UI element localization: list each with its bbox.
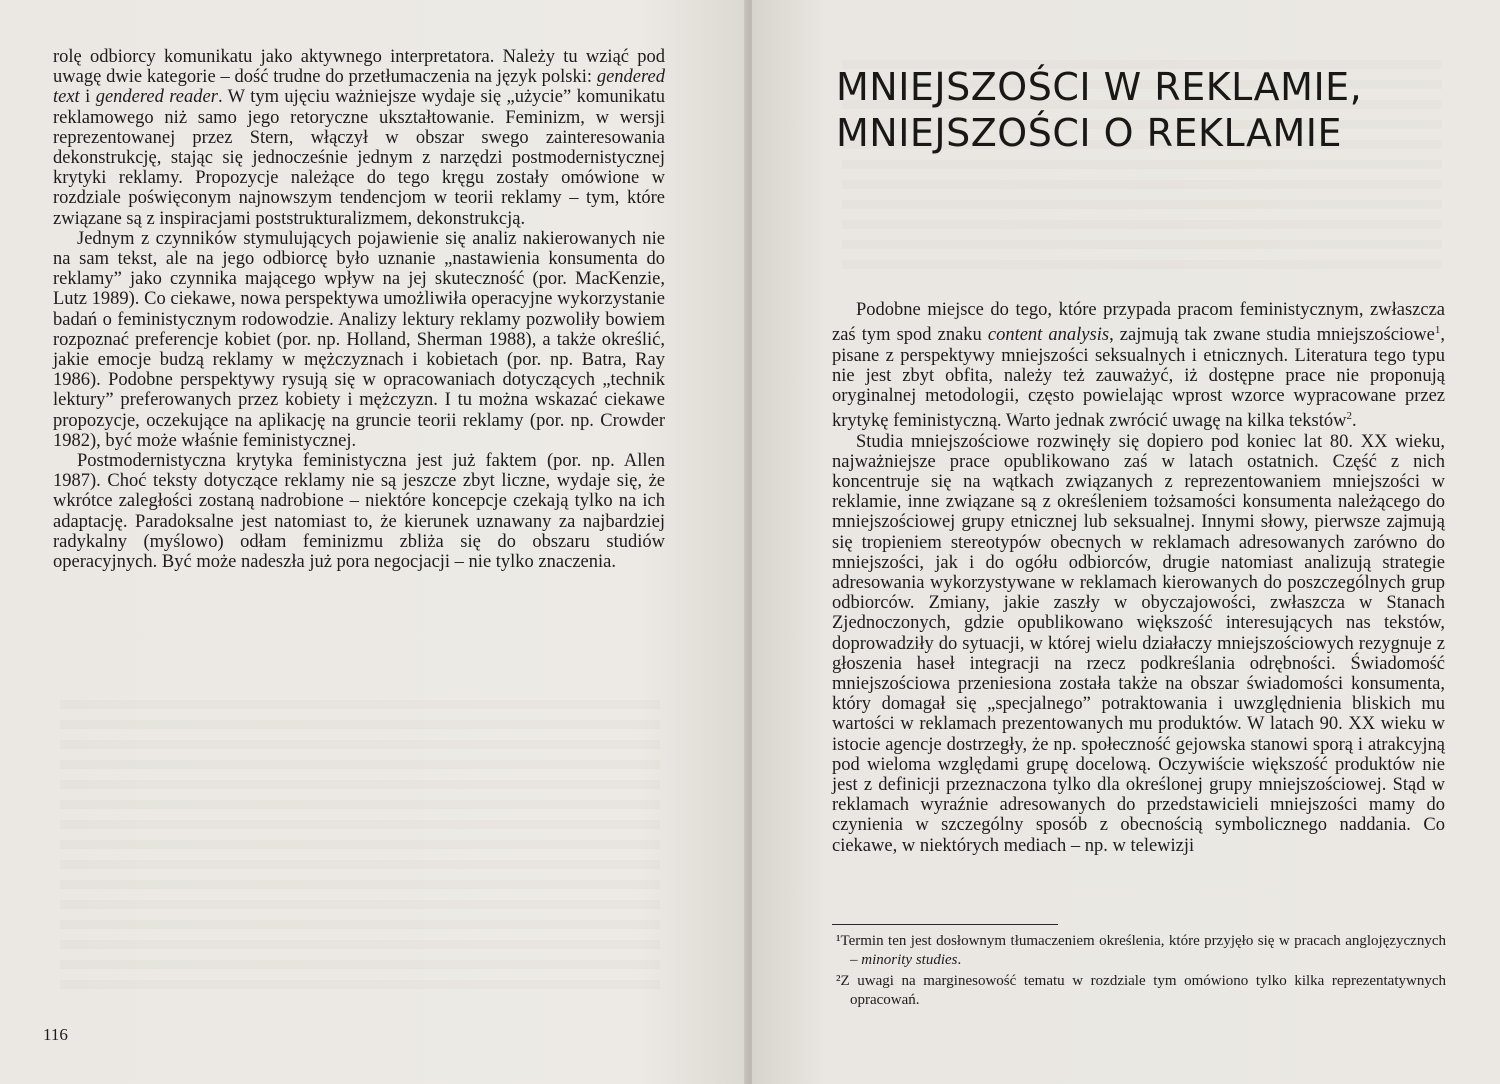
footnote-ref: 2	[1346, 410, 1352, 423]
paragraph: Jednym z czynników stymulujących pojawienie się analiz nakierowanych nie na sam tekst, ale na jego odbiorcę było uznanie „nastawienia konsumenta do reklamy” jako czynnika mającego wpływ na jej skuteczność (por. MacKenzie, Lutz 1989). Co ciekawe, nowa perspektywa umożliwiła operacyjne wykorzystanie badań o feministycznym rodowodzie. Analizy lektury reklamy pozwoliły bowiem rozpoznać preferencje kobiet (por. np. Holland, Sherman 1988), a także określić, jakie emocje budzą reklamy w mężczyznach i kobietach (por. np. Batra, Ray 1986). Podobne perspektywy rysują się w opracowaniach dotyczących „technik lektury” preferowanych przez kobiety i mężczyzn. I tu można wskazać ciekawe propozycje, oczekujące na aplikację na gruncie teorii reklamy (por. np. Crowder 1982), być może właśnie feministycznej.	[53, 228, 665, 451]
right-page	[752, 0, 1500, 1084]
italic-term: gendered reader	[95, 87, 218, 108]
paragraph: Studia mniejszościowe rozwinęły się dopiero pod koniec lat 80. XX wieku, najważniejsze prace opublikowano zaś w latach ostatnich. Część z nich koncentruje się na wątkach związanych z reprezentowaniem mniejszości w reklamie, inne związane są z określeniem tożsamości konsumenta należącego do mniejszościowej grupy etnicznej lub seksualnej. Innymi słowy, pierwsze zajmują się tropieniem stereotypów obecnych w reklamach adresowanych zarówno do mniejszości, jak i do ogółu odbiorców, drugie natomiast analizują strategie adresowania wykorzystywane w reklamach kierowanych do poszczególnych grup odbiorców. Zmiany, jakie zaszły w obyczajowości, zwłaszcza w Stanach Zjednoczonych, gdzie opublikowano większość interesujących nas tekstów, doprowadziły do sytuacji, w której wielu działaczy mniejszościowych rezygnuje z głoszenia haseł integracji na rzecz podkreślania odrębności. Świadomość mniejszościowa przeniesiona została także na obszar świadomości konsumenta, który domagał się „specjalnego” potraktowania i uwzględnienia bliskich mu wartości w reklamach prezentowanych mu produktów. W latach 90. XX wieku w istocie agencje dostrzegły, że np. społeczność gejowska stanowi sporą i atrakcyjną pod wieloma względami grupę docelową. Oczywiście większość produktów nie jest z definicji przeznaczona tylko dla określonej grupy mniejszościowej. Stąd w reklamach wyraźnie adresowanych do przedstawicieli mniejszości mamy do czynienia w szczególny sposób z obecnością symbolicznego naddania. Co ciekawe, w niektórych mediach – np. w telewizji	[832, 431, 1445, 856]
footnote	[836, 932, 1446, 970]
text-run: rolę odbiorcy komunikatu jako aktywnego interpretatora. Należy tu wziąć pod uwagę dwie kategorie – dość trudne do przetłumaczenia na język polski:	[53, 47, 665, 88]
page-number: 116	[43, 1025, 68, 1044]
text-run: i	[79, 87, 96, 108]
right-body-text	[832, 300, 1445, 856]
text-run: . W tym ujęciu ważniejsze wydaje się „użycie” komunikatu reklamowego niż samo jego retoryczne ukształtowanie. Feminizm, w wersji reprezentowanej przez Stern, włączył w obszar swego zainteresowania dekonstrukcję, stając się jednocześnie jednym z narzędzi postmodernistycznej krytyki reklamy. Propozycje należące do tego kręgu zostały omówione w rozdziale poświęconym najnowszym tendencjom w teorii reklamy – tym, które związane są z inspiracjami poststrukturalizmem, dekonstrukcją.	[53, 87, 665, 229]
paragraph	[832, 300, 1445, 432]
left-page	[0, 0, 748, 1084]
chapter-title-line: MNIEJSZOŚCI W REKLAMIE,	[836, 65, 1363, 109]
left-body-text	[53, 47, 665, 572]
chapter-title	[836, 64, 1396, 156]
text-run: , pisane z perspektywy mniejszości seksualnych i etnicznych. Literatura tego typu nie jest zbyt obfita, należy też zauważyć, iż dostępne prace nie proponują oryginalnej metodologii, często powielając wprost wzorce wypracowane przez krytykę feministyczną. Warto jednak zwrócić uwagę na kilka tekstów	[832, 325, 1445, 432]
footnote-divider	[832, 924, 1058, 925]
italic-term: minority studies	[861, 952, 958, 968]
footnote-ref: 1	[1434, 324, 1441, 337]
paragraph	[53, 47, 665, 229]
text-run: .	[957, 952, 962, 968]
bleed-through	[60, 700, 660, 1000]
text-run: Podobne miejsce do tego, które przypada pracom feministycznym, zwłaszcza zaś tym spod znaku	[832, 300, 1445, 346]
footnote: ²Z uwagi na marginesowość tematu w rozdziale tym omówiono tylko kilka reprezentatywnych opracowań.	[836, 973, 1446, 1008]
text-run: .	[1351, 411, 1357, 432]
chapter-title-line: MNIEJSZOŚCI O REKLAMIE	[836, 111, 1343, 155]
italic-term: gendered text	[53, 67, 665, 108]
italic-term: content analysis	[987, 325, 1110, 346]
text-run: ¹Termin ten jest dosłownym tłumaczeniem określenia, które przyjęło się w pracach anglojęzycznych –	[836, 933, 1446, 968]
text-run: , zajmują tak zwane studia mniejszościowe	[1109, 325, 1435, 346]
footnotes	[836, 932, 1446, 1012]
paragraph: Postmodernistyczna krytyka feministyczna jest już faktem (por. np. Allen 1987). Choć teksty dotyczące reklamy nie są jeszcze zbyt liczne, wydaje się, że wkrótce zaległości zostaną nadrobione – niektóre koncepcje czekają tylko na ich adaptację. Paradoksalne jest natomiast to, że kierunek uznawany za najbardziej radykalny (myślowo) odłam feminizmu zbliża się do obszaru studiów operacyjnych. Być może nadeszła już pora negocjacji – nie tylko znaczenia.	[53, 451, 665, 573]
